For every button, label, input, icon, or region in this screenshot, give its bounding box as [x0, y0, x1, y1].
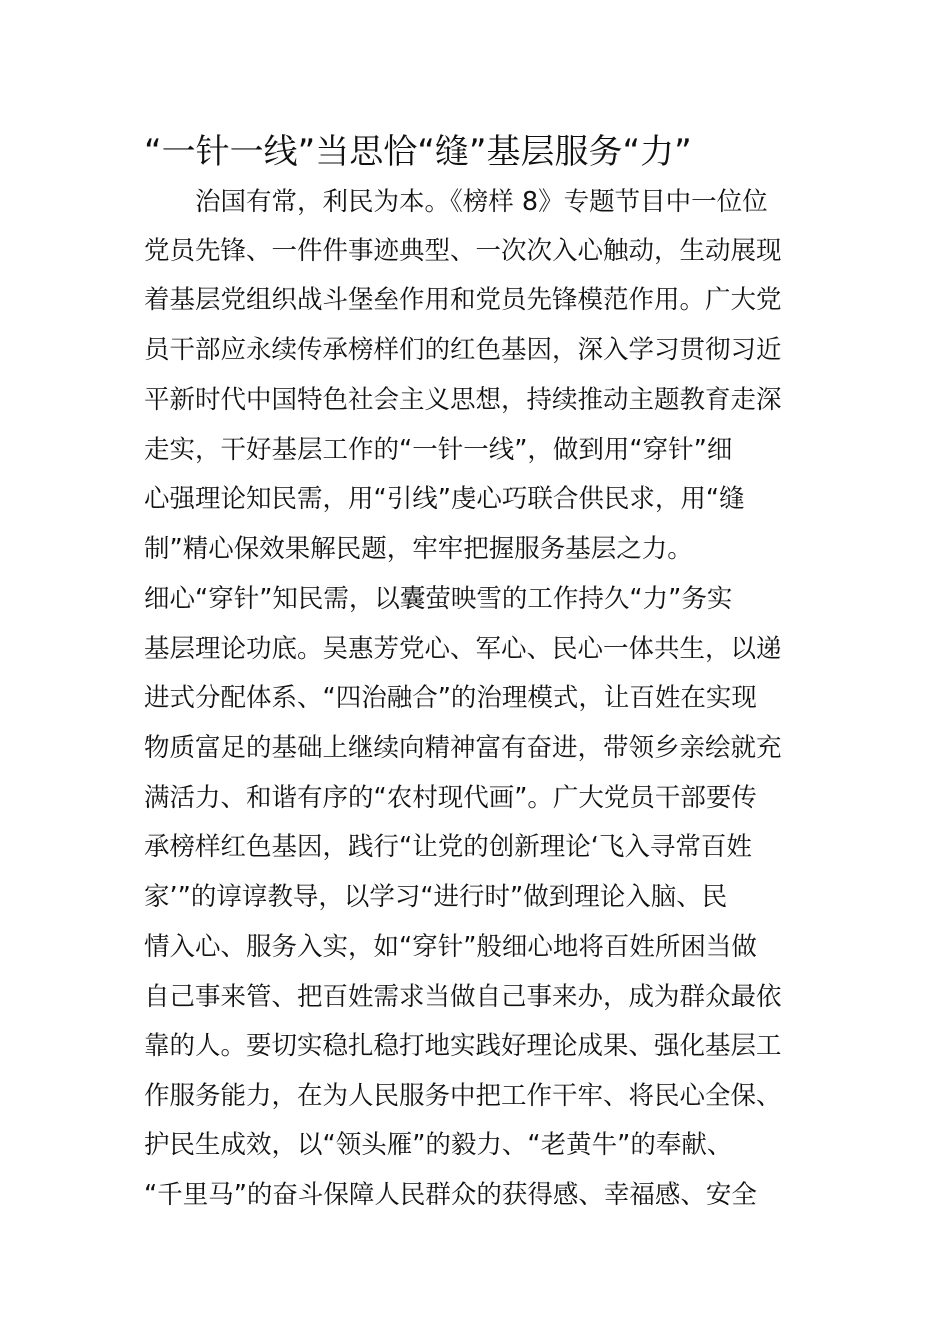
body-line: 自己事来管、把百姓需求当做自己事来办，成为群众最依 — [144, 982, 782, 1012]
body-line: 制”精心保效果解民题，牢牢把握服务基层之力。 — [144, 534, 693, 564]
body-line: “千里马”的奋斗保障人民群众的获得感、幸福感、安全 — [144, 1180, 757, 1210]
body-line: 满活力、和谐有序的“农村现代画”。广大党员干部要传 — [144, 783, 757, 813]
body-line: 员干部应永续传承榜样们的红色基因，深入学习贯彻习近 — [144, 335, 782, 365]
body-line: 进式分配体系、“四治融合”的治理模式，让百姓在实现 — [144, 683, 757, 713]
body-line: 心强理论知民需，用“引线”虔心巧联合供民求，用“缝 — [144, 484, 745, 514]
body-line: 靠的人。要切实稳扎稳打地实践好理论成果、强化基层工 — [144, 1031, 782, 1061]
body-line: 物质富足的基础上继续向精神富有奋进，带领乡亲绘就充 — [144, 733, 782, 763]
body-line: 党员先锋、一件件事迹典型、一次次入心触动，生动展现 — [144, 236, 782, 266]
body-line: 情入心、服务入实，如“穿针”般细心地将百姓所困当做 — [144, 932, 757, 962]
body-line: 家’”的谆谆教导，以学习“进行时”做到理论入脑、民 — [144, 882, 728, 912]
body-line: 承榜样红色基因，践行“让党的创新理论‘飞入寻常百姓 — [144, 832, 752, 862]
body-line: 着基层党组织战斗堡垒作用和党员先锋模范作用。广大党 — [144, 285, 782, 315]
body-line: 护民生成效，以“领头雁”的毅力、“老黄牛”的奉献、 — [144, 1130, 733, 1160]
body-line: 治国有常，利民为本。《榜样 8》专题节目中一位位 — [144, 187, 768, 217]
body-line: 平新时代中国特色社会主义思想，持续推动主题教育走深 — [144, 385, 782, 415]
document-title: “一针一线”当思恰“缝”基层服务“力” — [144, 132, 692, 172]
body-line: 作服务能力，在为人民服务中把工作干牢、将民心全保、 — [144, 1081, 782, 1111]
body-line: 走实，干好基层工作的“一针一线”，做到用“穿针”细 — [144, 435, 733, 465]
body-line: 细心“穿针”知民需，以囊萤映雪的工作持久“力”务实 — [144, 584, 733, 614]
body-line: 基层理论功底。吴惠芳党心、军心、民心一体共生，以递 — [144, 634, 782, 664]
